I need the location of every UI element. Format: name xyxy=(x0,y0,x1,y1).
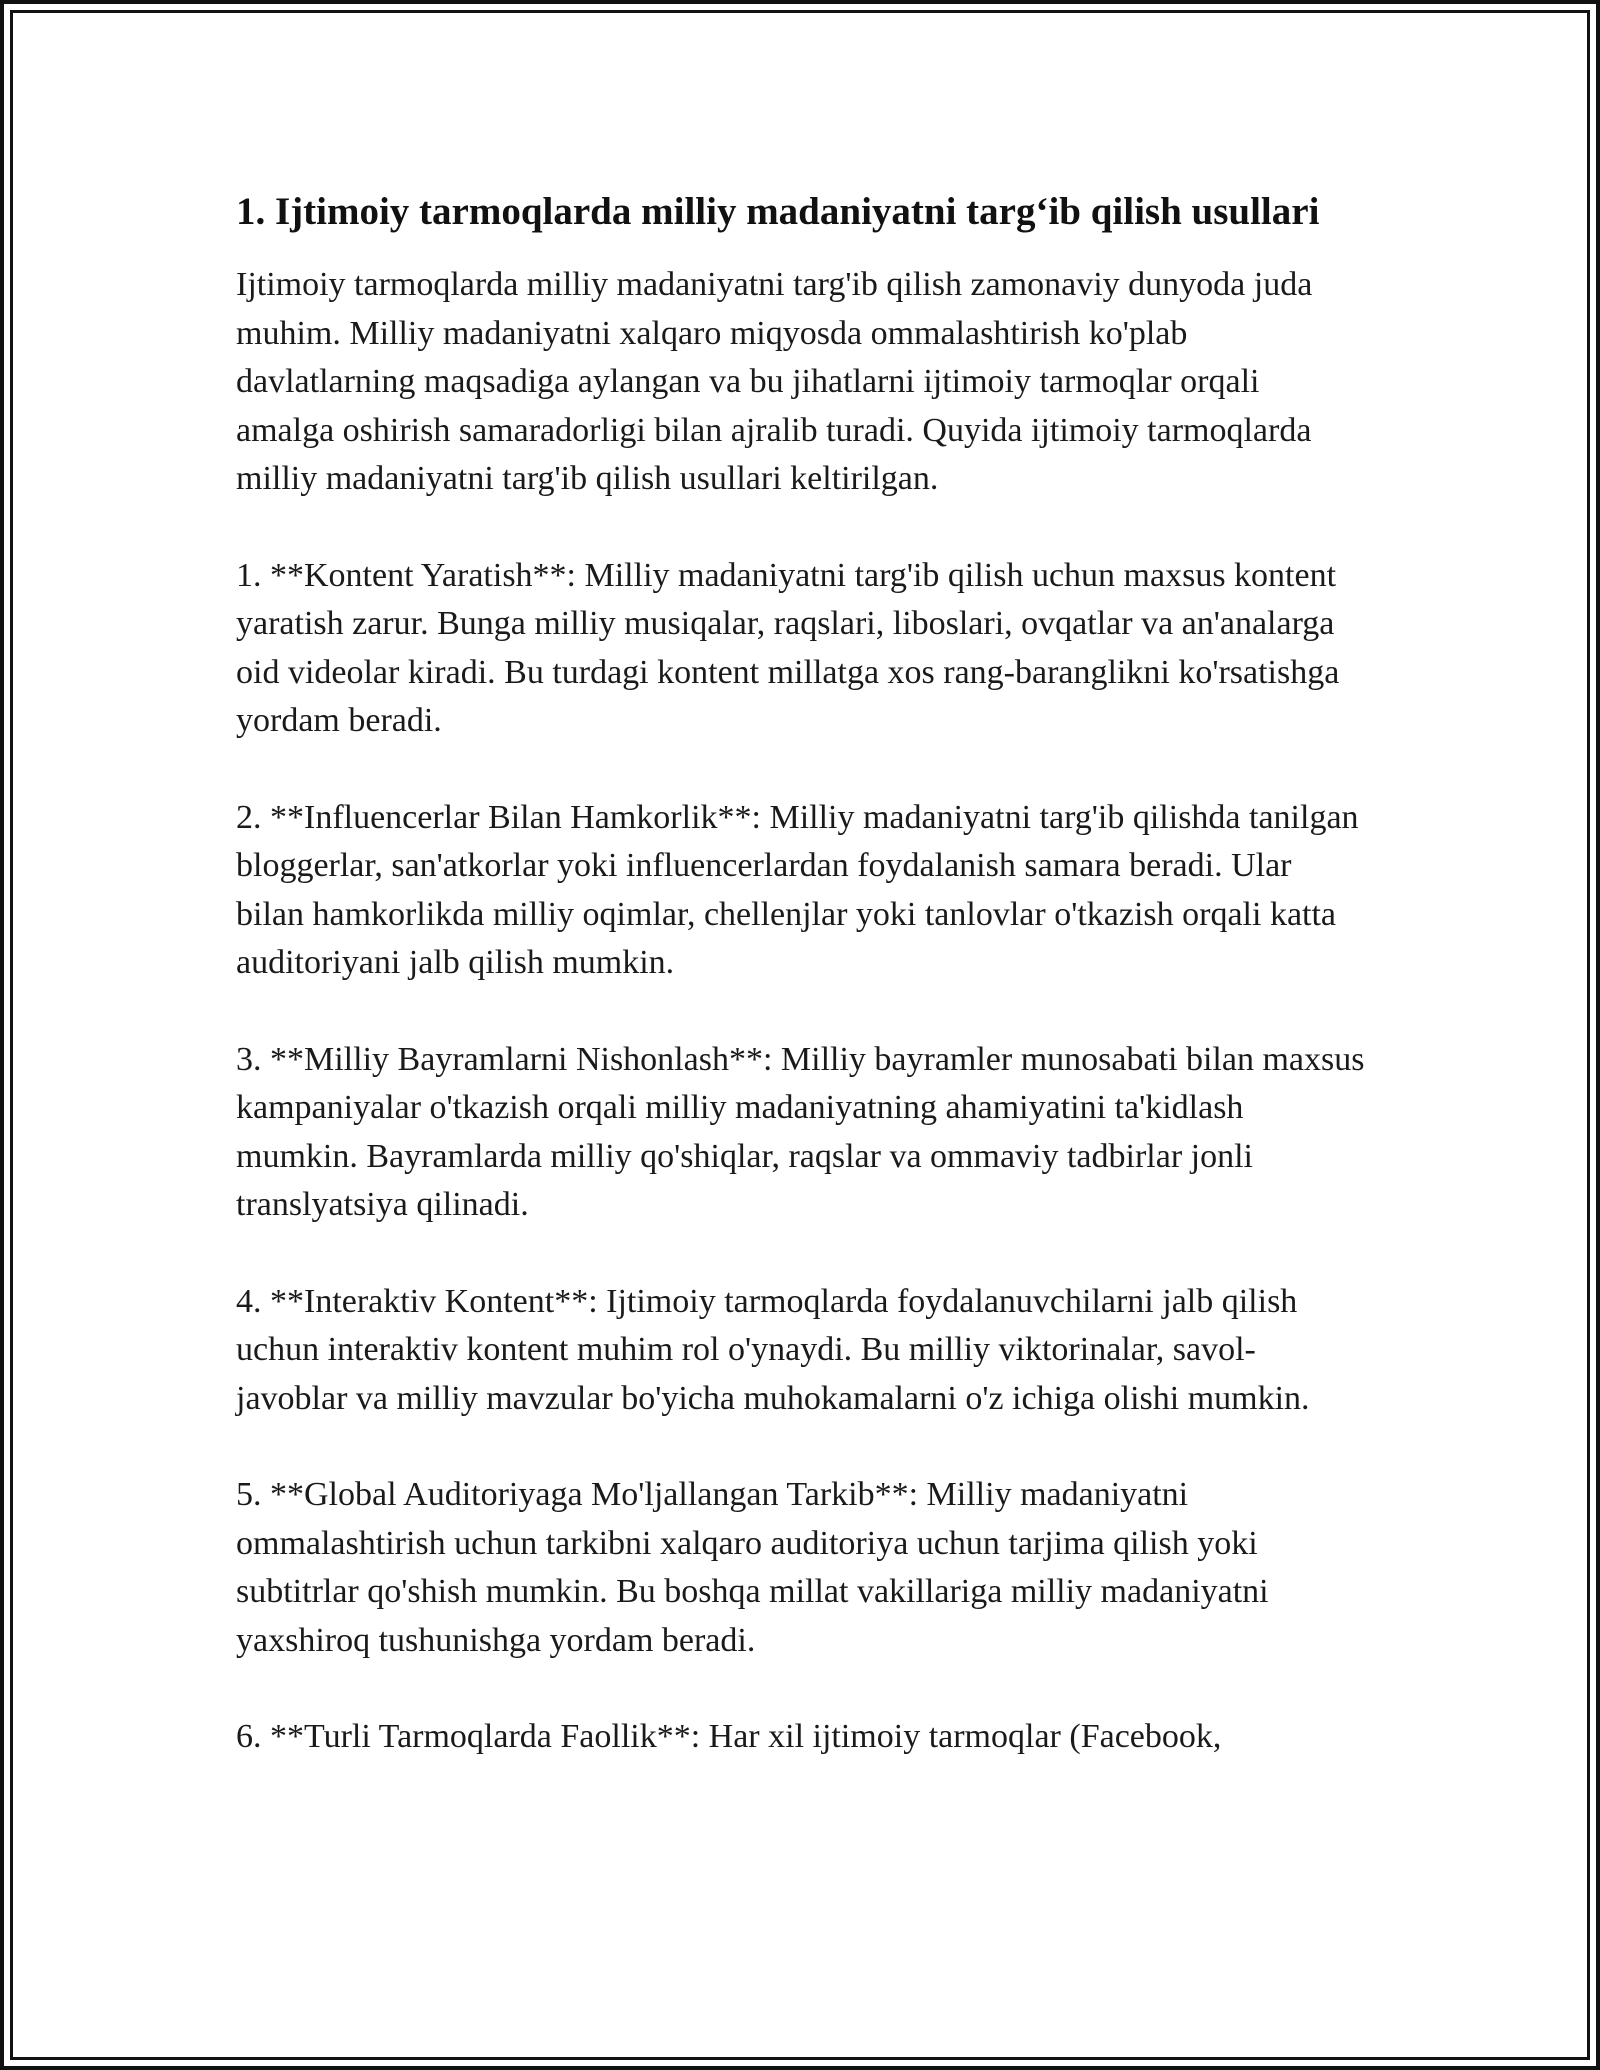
document-body xyxy=(236,184,1366,1810)
document-title: 1. Ijtimoiy tarmoqlarda milliy madaniyatni targ‘ib qilish usullari xyxy=(236,190,1320,233)
list-item-5: 5. **Global Auditoriyaga Mo'ljallangan Tarkib**: Milliy madaniyatni ommalashtirish uchun tarkibni xalqaro auditoriya uchun tarjima qilish yoki subtitrlar qo'shish mumkin. Bu boshqa millat vakillariga milliy madaniyatni yaxshiroq tushunishga yordam beradi. xyxy=(236,1476,1269,1659)
list-item-1: 1. **Kontent Yaratish**: Milliy madaniyatni targ'ib qilish uchun maxsus kontent yaratish zarur. Bunga milliy musiqalar, raqslari, liboslari, ovqatlar va an'analarga oid videolar kiradi. Bu turdagi kontent millatga xos rang-baranglikni ko'rsatishga yordam beradi. xyxy=(236,556,1340,739)
list-item-4: 4. **Interaktiv Kontent**: Ijtimoiy tarmoqlarda foydalanuvchilarni jalb qilish uchun interaktiv kontent muhim rol o'ynaydi. Bu milliy viktorinalar, savol-javoblar va milliy mavzular bo'yicha muhokamalarni o'z ichiga olishi mumkin. xyxy=(236,1282,1310,1417)
intro-paragraph: Ijtimoiy tarmoqlarda milliy madaniyatni targ'ib qilish zamonaviy dunyoda juda muhim. Milliy madaniyatni xalqaro miqyosda ommalashtirish ko'plab davlatlarning maqsadiga aylangan va bu jihatlarni ijtimoiy tarmoqlar orqali amalga oshirish samaradorligi bilan ajralib turadi. Quyida ijtimoiy tarmoqlarda milliy madaniyatni targ'ib qilish usullari keltirilgan. xyxy=(236,266,1313,497)
list-item-6: 6. **Turli Tarmoqlarda Faollik**: Har xil ijtimoiy tarmoqlar (Facebook, xyxy=(236,1718,1222,1755)
list-item-2: 2. **Influencerlar Bilan Hamkorlik**: Milliy madaniyatni targ'ib qilishda tanilgan bloggerlar, san'atkorlar yoki influencerlardan foydalanish samara beradi. Ular bilan hamkorlikda milliy oqimlar, chellenjlar yoki tanlovlar o'tkazish orqali katta auditoriyani jalb qilish mumkin. xyxy=(236,798,1359,981)
list-item-3: 3. **Milliy Bayramlarni Nishonlash**: Milliy bayramler munosabati bilan maxsus kampaniyalar o'tkazish orqali milliy madaniyatning ahamiyatini ta'kidlash mumkin. Bayramlarda milliy qo'shiqlar, raqslar va ommaviy tadbirlar jonli translyatsiya qilinadi. xyxy=(236,1040,1365,1223)
